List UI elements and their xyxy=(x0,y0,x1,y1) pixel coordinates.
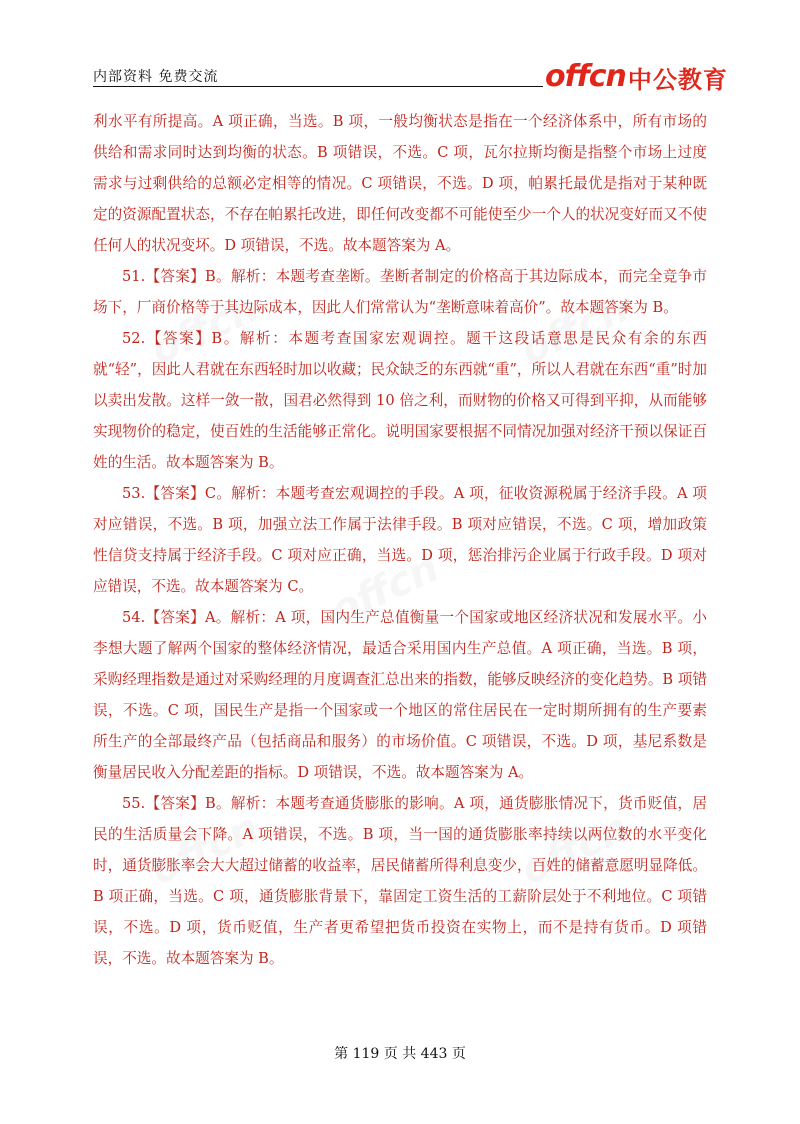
offcn-logo xyxy=(545,60,728,92)
paragraph-continuation: 利水平有所提高。A 项正确，当选。B 项，一般均衡状态是指在一个经济体系中，所有市场的供给和需求同时达到均衡的状态。B 项错误，不选。C 项，瓦尔拉斯均衡是指整个市场上过度需求与过剩供给的总额必定相等的情况。C 项错误，不选。D 项，帕累托最优是指对于某种既定的资源配置状态，不存在帕累托改进，即任何改变都不可能使至少一个人的状况变好而又不使任何人的状况变坏。D 项错误，不选。故本题答案为 A。 xyxy=(93,113,707,254)
paragraph-q51: 51.【答案】B。解析：本题考查垄断。垄断者制定的价格高于其边际成本，而完全竞争市场下，厂商价格等于其边际成本，因此人们常常认为“垄断意味着高价”。故本题答案为 B。 xyxy=(93,268,707,316)
watermark: offcn xyxy=(143,284,266,375)
paragraph-q54: 54.【答案】A。解析：A 项，国内生产总值衡量一个国家或地区经济状况和发展水平。小李想大题了解两个国家的整体经济情况，最适合采用国内生产总值。A 项正确，当选。B 项，采购经理指数是通过对采购经理的月度调查汇总出来的指数，能够反映经济的变化趋势。B 项错误，不选。C 项，国民生产是指一个国家或一个地区的常住居民在一定时期所拥有的生产要素所生产的全部最终产品（包括商品和服务）的市场价值。C 项错误，不选。D 项，基尼系数是衡量居民收入分配差距的指标。D 项错误，不选。故本题答案为 A。 xyxy=(93,609,707,781)
logo-chinese-text: 中公教育 xyxy=(627,66,728,94)
watermark: offcn xyxy=(143,804,266,895)
watermark: offcn xyxy=(323,544,446,635)
header-label: 内部资料 免费交流 xyxy=(93,69,219,85)
page-number: 第 119 页 共 443 页 xyxy=(334,1046,466,1062)
paragraph-q55: 55.【答案】B。解析：本题考查通货膨胀的影响。A 项，通货膨胀情况下，货币贬值，居民的生活质量会下降。A 项错误，不选。B 项，当一国的通货膨胀率持续以两位数的水平变化时，通货膨胀率会大大超过储蓄的收益率，居民储蓄所得利息变少，百姓的储蓄意愿明显降低。B 项正确，当选。C 项，通货膨胀背景下，靠固定工资生活的工薪阶层处于不利地位。C 项错误，不选。D 项，货币贬值，生产者更希望把货币投资在实物上，而不是持有货币。D 项错误，不选。故本题答案为 B。 xyxy=(93,795,707,967)
watermark: offcn xyxy=(513,804,636,895)
header-divider xyxy=(93,86,543,87)
watermark: offcn xyxy=(513,284,636,375)
paragraph-q52: 52.【答案】B。解析：本题考查国家宏观调控。题干这段话意思是民众有余的东西就“轻”，因此人君就在东西轻时加以收藏；民众缺乏的东西就“重”，所以人君就在东西“重”时加以卖出发散。这样一敛一散，国君必然得到 10 倍之利，而财物的价格又可得到平抑，从而能够实现物价的稳定，使百姓的生活能够正常化。说明国家要根据不同情况加强对经济干预以保证百姓的生活。故本题答案为 B。 xyxy=(93,330,707,471)
logo-latin-text: offcn xyxy=(545,59,626,94)
answer-explanations xyxy=(93,106,707,974)
paragraph-q53: 53.【答案】C。解析：本题考查宏观调控的手段。A 项，征收资源税属于经济手段。A 项对应错误，不选。B 项，加强立法工作属于法律手段。B 项对应错误，不选。C 项，增加政策性信贷支持属于经济手段。C 项对应正确，当选。D 项，惩治排污企业属于行政手段。D 项对应错误，不选。故本题答案为 C。 xyxy=(93,485,707,595)
